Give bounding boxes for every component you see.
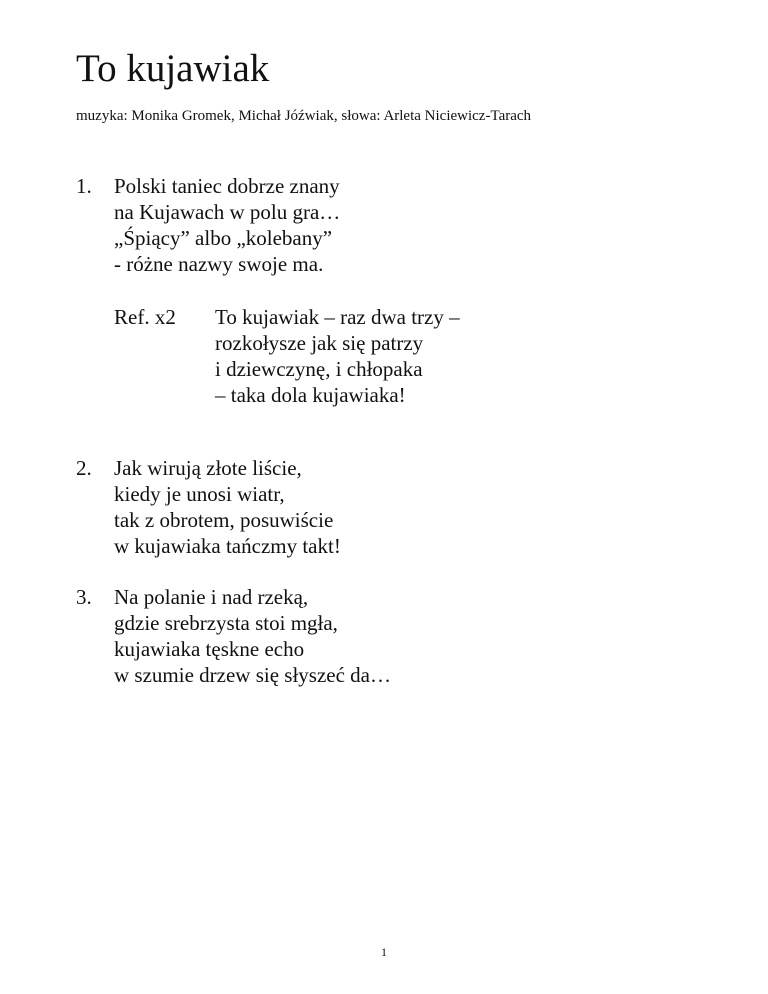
refrain-lines [215,304,460,408]
refrain-line: To kujawiak – raz dwa trzy – [215,305,460,329]
refrain-line: rozkołysze jak się patrzy [215,331,424,355]
verse-line: kiedy je unosi wiatr, [114,482,285,506]
verse-number: 1. [76,174,92,198]
song-credits: muzyka: Monika Gromek, Michał Jóźwiak, słowa: Arleta Niciewicz-Tarach [76,108,532,124]
verse-line: Jak wirują złote liście, [114,456,302,480]
verse-line: tak z obrotem, posuwiście [114,508,334,532]
refrain-line: i dziewczynę, i chłopaka [215,357,423,381]
verse-lines [114,584,391,688]
verse-line: w kujawiaka tańczmy takt! [114,534,341,558]
song-title: To kujawiak [76,47,270,90]
verse-number: 3. [76,585,92,609]
verse-number: 2. [76,456,92,480]
verse-line: - różne nazwy swoje ma. [114,252,324,276]
verse-line: w szumie drzew się słyszeć da… [114,663,391,687]
verse-line: gdzie srebrzysta stoi mgła, [114,611,338,635]
page-number: 1 [381,945,387,959]
verse-line: Polski taniec dobrze znany [114,174,340,198]
verse-line: „Śpiący” albo „kolebany” [114,226,333,250]
verse-line: kujawiaka tęskne echo [114,637,305,661]
refrain-line: – taka dola kujawiaka! [215,383,406,407]
verse-lines [114,455,341,559]
verse-lines [114,173,340,277]
refrain-label: Ref. x2 [114,305,176,329]
verse-line: Na polanie i nad rzeką, [114,585,309,609]
verse-line: na Kujawach w polu gra… [114,200,341,224]
